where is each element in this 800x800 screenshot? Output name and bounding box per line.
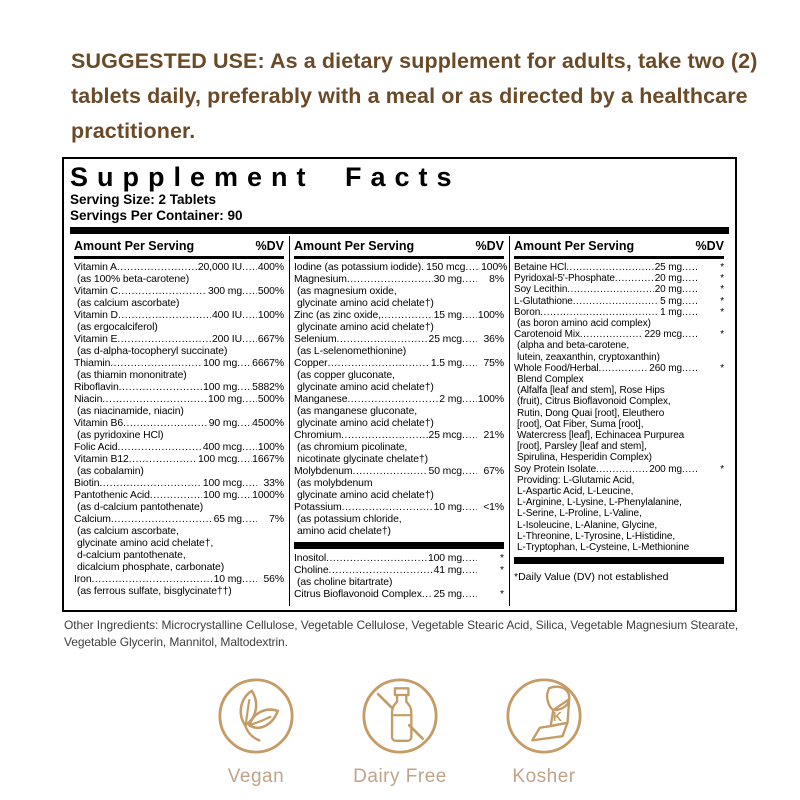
nutrient-name: Manganese [294,394,348,405]
nutrient-dv: 1667% [252,454,284,465]
panel-title: Supplement Facts [70,162,461,192]
nutrient-row [514,307,724,318]
nutrient-subtext: (as boron amino acid complex) [517,318,651,330]
nutrient-amount: 100 mg [427,553,462,564]
nutrient-amount: 100 mg [203,358,238,369]
nutrient-column-3 [509,236,729,606]
dot-leader [329,565,433,577]
dot-leader [462,334,477,346]
nutrient-name: L-Glutathione [514,295,573,307]
nutrient-name: Thiamin [74,358,111,369]
nutrient-amount: 25 mg [654,262,682,273]
dot-leader [347,394,438,406]
nutrient-subtext: glycinate amino acid chelate†) [297,322,434,333]
nutrient-subtext: (as potassium chloride, [297,514,402,525]
nutrient-dv: 8% [489,274,504,285]
dot-leader [129,454,197,466]
nutrient-subtext: d-calcium pantothenate, [77,550,186,561]
dot-leader [237,454,252,466]
nutrient-subtext: (as 100% beta-carotene) [77,274,190,285]
nutrient-name: Vitamin B6 [74,418,124,429]
badge-kosher [494,674,594,788]
dot-leader [573,296,659,307]
nutrient-name: Carotenoid Mix [514,329,580,341]
dot-leader [580,329,643,340]
nutrient-row [294,394,504,406]
nutrient-row [74,310,284,322]
nutrient-dv: 6667% [252,358,284,369]
nutrient-subtext: (as ferrous sulfate, bisglycinate††) [77,586,232,597]
nutrient-subtext: (as calcium ascorbate) [77,298,180,309]
nutrient-subtext: Blend Complex [517,374,584,386]
nutrient-name: Vitamin B12 [74,454,129,465]
dot-leader [682,464,697,475]
column-header-amount-label: Amount Per Serving [294,239,415,253]
nutrient-dv: 21% [483,430,504,441]
nutrient-subtext: [root], Parsley [leaf and stem], [517,441,647,453]
nutrient-subtext: (as niacinamide, niacin) [77,406,184,417]
nutrient-amount: 1.5 mg [430,358,462,369]
nutrient-row [514,329,724,340]
nutrient-amount: 200 IU [211,334,242,345]
dot-leader [119,382,202,394]
nutrient-name: Potassium [294,502,342,513]
nutrient-row [74,394,284,406]
badge-label: Dairy Free [353,766,447,787]
nutrient-amount: 41 mg [433,565,462,576]
nutrient-dv: <1% [483,502,504,513]
dot-leader [462,358,477,370]
column-header-amount-label: Amount Per Serving [74,239,195,253]
dot-leader [242,442,257,454]
nutrient-row [294,334,504,346]
dot-leader [462,589,477,601]
dot-leader [150,490,202,502]
nutrient-row [294,565,504,577]
nutrient-subtext: (as calcium ascorbate, [77,526,179,537]
nutrient-subtext: nicotinate glycinate chelate†) [297,454,429,465]
nutrient-subtext: (alpha and beta-carotene, [517,340,630,352]
nutrient-subtext: lutein, zeaxanthin, cryptoxanthin) [517,351,660,363]
nutrient-dv: 75% [483,358,504,369]
dot-leader [682,284,697,295]
nutrient-subtext: (as cobalamin) [77,466,144,477]
nutrient-subtext: Watercress [leaf], Echinacea Purpurea [517,430,685,442]
dot-leader [326,553,427,565]
nutrient-dv: 500% [257,394,284,405]
nutrient-name: Selenium [294,334,337,345]
dot-leader [462,565,477,577]
servings-per-container: Servings Per Container: 90 [70,208,243,223]
dot-leader [337,334,428,346]
nutrient-name: Vitamin C [74,286,118,297]
nutrient-row [74,262,284,274]
dot-leader [465,262,480,274]
nutrient-dv: * [720,273,724,285]
nutrient-amount: 2 mg [439,394,462,405]
nutrient-name: Riboflavin [74,382,119,393]
dot-leader [117,442,201,454]
nutrient-amount: 15 mg [433,310,462,321]
nutrient-amount: 1 mg [660,306,682,318]
nutrient-subtext: glycinate amino acid chelate†) [297,382,434,393]
nutrient-subtext: L-Aspartic Acid, L-Leucine, [517,486,634,498]
nutrient-subtext: (fruit), Citrus Bioflavonoid Complex, [517,396,671,408]
nutrient-dv: * [720,262,724,273]
dot-leader [117,334,211,346]
nutrient-row [74,490,284,502]
kosher-k-icon [502,674,586,758]
nutrient-name: Soy Lecithin [514,284,568,296]
nutrient-amount: 65 mg [213,514,242,525]
dot-leader [462,502,477,514]
nutrient-dv: 67% [483,466,504,477]
nutrient-amount: 400 IU [211,310,242,321]
badge-label: Kosher [512,766,576,787]
nutrient-amount: 10 mg [213,574,242,585]
nutrient-row [514,284,724,295]
nutrient-amount: 400 mcg [202,442,242,453]
dot-leader [92,574,213,586]
nutrient-dv: * [720,306,724,318]
nutrient-name: Pantothenic Acid [74,490,150,501]
nutrient-amount: 90 mg [208,418,238,429]
dot-leader [596,464,648,475]
dot-leader [341,430,427,442]
nutrient-row [294,502,504,514]
column-header-dv-label: %DV [475,239,504,253]
nutrient-name: Copper [294,358,328,369]
dot-leader [342,502,433,514]
nutrient-amount: 20 mg [654,273,682,285]
nutrient-name: Folic Acid [74,442,118,453]
dot-leader [540,307,659,318]
nutrient-row [514,363,724,374]
nutrient-subtext: (as d-calcium pantothenate) [77,502,204,513]
nutrient-name: Chromium [294,430,342,441]
nutrient-subtext: L-Arginine, L-Lysine, L-Phenylalanine, [517,497,682,509]
nutrient-dv: * [720,463,724,475]
dot-leader [615,273,654,284]
nutrient-name: Calcium [74,514,111,525]
nutrient-dv: * [720,362,724,374]
nutrient-subtext: dicalcium phosphate, carbonate) [77,562,225,573]
nutrient-dv: * [500,553,504,564]
nutrient-name: Iron [74,574,92,585]
nutrient-row [514,273,724,284]
nutrient-dv: * [500,565,504,576]
dot-leader [381,310,433,322]
nutrient-name: Molybdenum [294,466,353,477]
nutrient-subtext: (as chromium picolinate, [297,442,408,453]
nutrient-row [74,478,284,490]
dot-leader [682,307,697,318]
nutrient-column-2 [289,236,509,606]
other-ingredients-text: Other Ingredients: Microcrystalline Cellulose, Vegetable Cellulose, Vegetable Stearic Acid, Silica, Vegetable Magnesium Stearate, Vegetable Glycerin, Mannitol, Maltodextrin. [64,618,739,649]
nutrient-dv: 100% [477,394,504,405]
nutrient-subtext: glycinate amino acid chelate†, [77,538,214,549]
nutrient-amount: 150 mcg [426,262,466,273]
dot-leader [242,310,257,322]
nutrient-row [74,286,284,298]
nutrient-amount: 100 mg [207,394,242,405]
nutrient-subtext: (as thiamin mononitrate) [77,370,187,381]
dot-leader [567,284,653,295]
nutrient-subtext: amino acid chelate†) [297,526,391,537]
nutrient-name: Biotin [74,478,100,489]
nutrient-name: Zinc (as zinc oxide, [294,310,381,321]
dot-leader [353,466,428,478]
nutrient-name: Whole Food/Herbal [514,362,599,374]
nutrient-subtext: Spirulina, Hesperidin Complex) [517,452,652,464]
suggested-use-text: SUGGESTED USE: As a dietary supplement for adults, take two (2) tablets daily, preferably with a meal or as directed by a healthcare practitioner. [71,49,758,143]
nutrient-amount: 20 mg [654,284,682,296]
nutrient-subtext: glycinate amino acid chelate†) [297,490,434,501]
nutrient-dv: 56% [263,574,284,585]
nutrient-dv: * [720,295,724,307]
nutrient-row [294,589,504,601]
supplement-facts-panel [62,157,737,612]
dot-leader [682,296,697,307]
nutrient-dv: 1000% [252,490,284,501]
dot-leader [237,382,252,394]
nutrient-row [74,358,284,370]
nutrient-row [74,514,284,526]
dot-leader [682,329,697,340]
dot-leader [242,394,257,406]
nutrient-name: Citrus Bioflavonoid Complex [294,589,422,600]
nutrient-subtext: [root], Oat Fiber, Suma [root], [517,418,644,430]
dot-leader [237,358,252,370]
nutrient-subtext: L-Threonine, L-Tyrosine, L-Histidine, [517,530,676,542]
nutrient-dv: * [720,329,724,341]
nutrient-dv: 500% [257,286,284,297]
nutrient-name: Iodine (as potassium iodide) [294,262,422,273]
nutrient-dv: 100% [477,310,504,321]
nutrient-name: Pyridoxal-5'-Phosphate [514,273,615,285]
nutrient-amount: 50 mcg [428,466,462,477]
nutrient-amount: 100 mcg [202,478,242,489]
dot-leader [99,478,201,490]
nutrient-dv: 36% [483,334,504,345]
nutrient-dv: 667% [257,334,284,345]
dot-leader [327,358,429,370]
nutrient-row [74,574,284,586]
nutrient-subtext: (as d-alpha-tocopheryl succinate) [77,346,228,357]
dot-leader [123,418,208,430]
nutrient-subtext: (as pyridoxine HCl) [77,430,164,441]
nutrient-amount: 100 mg [203,382,238,393]
nutrient-dv: 4500% [252,418,284,429]
nutrient-amount: 25 mcg [428,334,462,345]
nutrient-name: Inositol [294,553,327,564]
dot-leader [110,358,202,370]
nutrient-subtext: Providing: L-Glutamic Acid, [517,474,635,486]
dot-leader [347,274,433,286]
nutrient-dv: 5882% [252,382,284,393]
column-header [74,236,284,259]
nutrient-amount: 25 mcg [428,430,462,441]
nutrient-dv: 7% [269,514,284,525]
nutrient-name: Vitamin D [74,310,118,321]
nutrient-name: Vitamin A [74,262,117,273]
nutrient-name: Vitamin E [74,334,118,345]
nutrient-dv: 400% [257,262,284,273]
dot-leader [242,334,257,346]
column-header-dv-label: %DV [695,239,724,253]
nutrient-row [294,262,508,274]
dot-leader [422,589,433,601]
dot-leader [598,363,648,374]
nutrient-name: Boron [514,306,541,318]
header-divider-bar [70,227,729,234]
nutrient-row [74,334,284,346]
dot-leader [111,514,213,526]
dot-leader [462,274,477,286]
nutrient-row [294,358,504,370]
nutrient-amount: 300 mg [207,286,242,297]
dot-leader [682,273,697,284]
nutrient-subtext: L-Serine, L-Proline, L-Valine, [517,508,642,520]
dot-leader [242,286,257,298]
dot-leader [242,574,257,586]
nutrient-row [74,442,284,454]
nutrient-name: Betaine HCl [514,262,567,273]
nutrient-subtext: L-Tryptophan, L-Cysteine, L-Methionine [517,542,690,554]
nutrient-amount: 10 mg [433,502,462,513]
nutrient-amount: 200 mg [649,463,682,475]
nutrient-row [514,464,724,475]
dot-leader [237,418,252,430]
badge-dairy-free [350,674,450,788]
dot-leader [682,363,697,374]
dot-leader [117,262,197,274]
nutrient-row [294,310,504,322]
daily-value-footnote: *Daily Value (DV) not established [514,571,669,584]
dot-leader [462,430,477,442]
nutrient-subtext: (as molybdenum [297,478,373,489]
dot-leader [462,394,477,406]
nutrient-amount: 25 mg [433,589,462,600]
nutrient-amount: 30 mg [433,274,462,285]
section-divider-bar [294,542,504,549]
dot-leader [462,553,477,565]
dot-leader [242,514,257,526]
nutrient-dv: 100% [257,442,284,453]
badge-vegan [206,674,306,788]
dot-leader [237,490,252,502]
svg-text:K: K [552,710,562,725]
nutrient-name: Soy Protein Isolate [514,463,597,475]
nutrient-row [514,262,724,273]
nutrient-row [74,382,284,394]
dot-leader [242,262,257,274]
dot-leader [118,310,211,322]
dot-leader [682,262,697,273]
nutrient-subtext: glycinate amino acid chelate†) [297,298,434,309]
nutrient-column-1 [70,236,289,606]
nutrient-row [294,430,504,442]
nutrient-dv: 100% [257,310,284,321]
nutrient-row [294,274,504,286]
column-header-amount-label: Amount Per Serving [514,239,635,253]
nutrient-row [74,418,284,430]
nutrient-name: Choline [294,565,329,576]
dot-leader [102,394,207,406]
serving-size: Serving Size: 2 Tablets [70,192,217,207]
nutrient-subtext: (as copper gluconate, [297,370,395,381]
nutrient-name: Magnesium [294,274,347,285]
nutrient-dv: 33% [263,478,284,489]
nutrient-amount: 229 mcg [644,329,682,341]
vegan-leaves-icon [214,674,298,758]
nutrient-subtext: (as magnesium oxide, [297,286,397,297]
dot-leader [462,310,477,322]
nutrient-row [294,466,504,478]
nutrient-row [514,296,724,307]
nutrient-name: Niacin [74,394,103,405]
dot-leader [118,286,207,298]
nutrient-row [74,454,284,466]
nutrient-dv: * [500,589,504,600]
nutrient-subtext: (Alfalfa [leaf and stem], Rose Hips [517,385,665,397]
nutrient-subtext: (as choline bitartrate) [297,577,393,588]
nutrient-dv: 100% [481,262,508,273]
nutrient-subtext: glycinate amino acid chelate†) [297,418,434,429]
section-divider-bar [514,557,724,564]
nutrient-amount: 100 mcg [197,454,238,465]
nutrient-dv: * [720,284,724,296]
dot-leader [462,466,477,478]
dot-leader [566,262,653,273]
nutrient-amount: 20,000 IU [197,262,242,273]
nutrient-row [294,553,504,565]
column-header [294,236,504,259]
nutrient-subtext: Rutin, Dong Quai [root], Eleuthero [517,407,665,419]
dot-leader [242,478,257,490]
badge-label: Vegan [227,766,285,787]
column-header-dv-label: %DV [255,239,284,253]
nutrient-amount: 5 mg [660,295,682,307]
nutrient-subtext: (as ergocalciferol) [77,322,158,333]
nutrient-amount: 100 mg [203,490,238,501]
nutrient-amount: 260 mg [649,362,682,374]
certification-badges [0,674,800,788]
nutrient-subtext: (as manganese gluconate, [297,406,418,417]
dairy-free-bottle-icon [358,674,442,758]
nutrient-subtext: (as L-selenomethionine) [297,346,407,357]
column-header [514,236,724,259]
nutrient-columns [70,236,729,606]
nutrient-subtext: L-Isoleucine, L-Alanine, Glycine, [517,519,658,531]
